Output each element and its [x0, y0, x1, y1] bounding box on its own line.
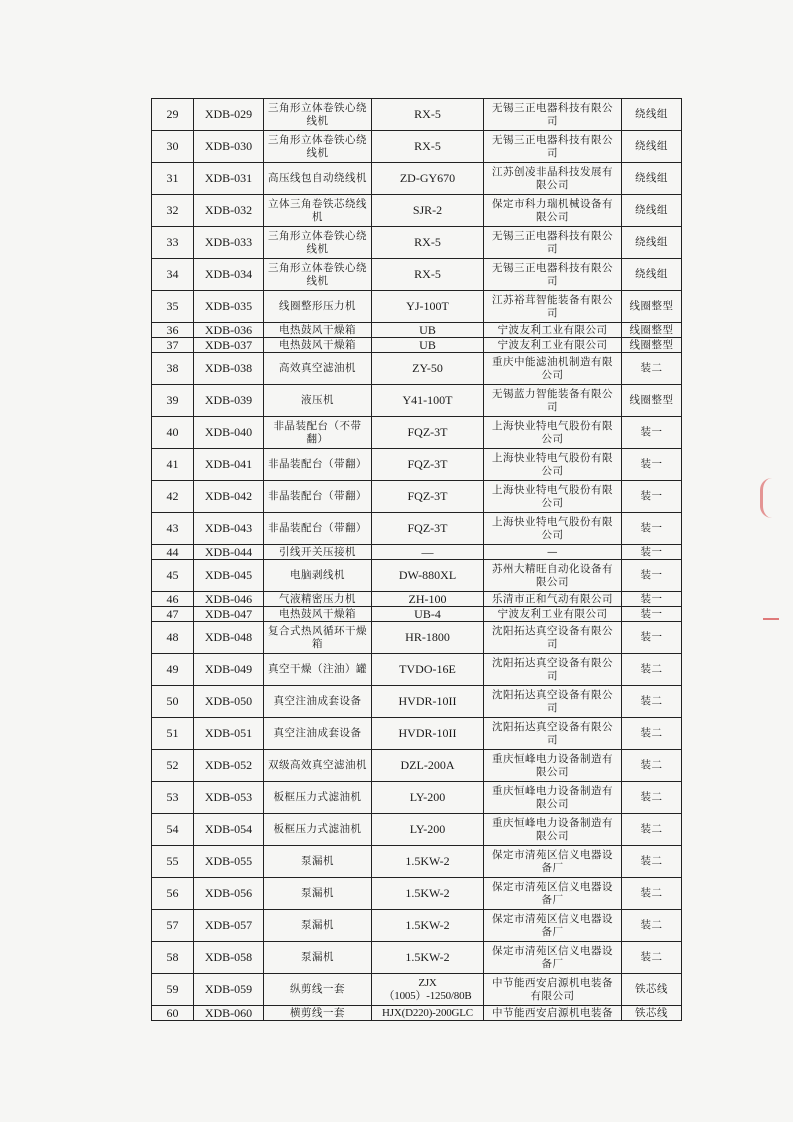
- row-number-cell: 53: [152, 782, 194, 814]
- model-cell: ZH-100: [372, 592, 484, 607]
- equipment-name-cell: 非晶装配台（带翻）: [264, 481, 372, 513]
- group-cell: 装一: [622, 481, 682, 513]
- model-cell: ZY-50: [372, 353, 484, 385]
- table-row: [152, 622, 682, 654]
- manufacturer-cell: 江苏创凌非晶科技发展有限公司: [484, 163, 622, 195]
- model-cell: YJ-100T: [372, 291, 484, 323]
- manufacturer-cell: 保定市清苑区信义电器设备厂: [484, 878, 622, 910]
- manufacturer-cell: 保定市清苑区信义电器设备厂: [484, 910, 622, 942]
- row-number-cell: 46: [152, 592, 194, 607]
- equipment-code-cell: XDB-036: [194, 323, 264, 338]
- row-number-cell: 38: [152, 353, 194, 385]
- manufacturer-cell: 上海快业特电气股份有限公司: [484, 481, 622, 513]
- equipment-name-cell: 纵剪线一套: [264, 974, 372, 1006]
- equipment-code-cell: XDB-048: [194, 622, 264, 654]
- table-row: [152, 718, 682, 750]
- equipment-code-cell: XDB-050: [194, 686, 264, 718]
- group-cell: 绕线组: [622, 259, 682, 291]
- equipment-code-cell: XDB-055: [194, 846, 264, 878]
- table-row: [152, 338, 682, 353]
- equipment-name-cell: 真空干燥（注油）罐: [264, 654, 372, 686]
- table-row: [152, 259, 682, 291]
- model-cell: UB: [372, 338, 484, 353]
- equipment-code-cell: XDB-057: [194, 910, 264, 942]
- table-row: [152, 607, 682, 622]
- table-row: [152, 1006, 682, 1021]
- table-row: [152, 131, 682, 163]
- equipment-code-cell: XDB-029: [194, 99, 264, 131]
- manufacturer-cell: 宁波友利工业有限公司: [484, 323, 622, 338]
- row-number-cell: 45: [152, 560, 194, 592]
- table-row: [152, 910, 682, 942]
- row-number-cell: 44: [152, 545, 194, 560]
- equipment-name-cell: 横剪线一套: [264, 1006, 372, 1021]
- equipment-code-cell: XDB-042: [194, 481, 264, 513]
- row-number-cell: 54: [152, 814, 194, 846]
- group-cell: 线圈整型: [622, 291, 682, 323]
- manufacturer-cell: 无锡三正电器科技有限公司: [484, 131, 622, 163]
- model-cell: UB-4: [372, 607, 484, 622]
- row-number-cell: 58: [152, 942, 194, 974]
- equipment-code-cell: XDB-059: [194, 974, 264, 1006]
- equipment-name-cell: 三角形立体卷铁心绕线机: [264, 259, 372, 291]
- equipment-name-cell: 液压机: [264, 385, 372, 417]
- table-row: [152, 227, 682, 259]
- row-number-cell: 57: [152, 910, 194, 942]
- model-cell: HVDR-10II: [372, 686, 484, 718]
- table-row: [152, 323, 682, 338]
- group-cell: 绕线组: [622, 195, 682, 227]
- group-cell: 装一: [622, 545, 682, 560]
- row-number-cell: 29: [152, 99, 194, 131]
- group-cell: 装一: [622, 417, 682, 449]
- table-row: [152, 353, 682, 385]
- group-cell: 线圈整型: [622, 385, 682, 417]
- group-cell: 装二: [622, 846, 682, 878]
- manufacturer-cell: 中节能西安启源机电装备: [484, 1006, 622, 1021]
- table-row: [152, 592, 682, 607]
- group-cell: 线圈整型: [622, 323, 682, 338]
- table-row: [152, 449, 682, 481]
- table-row: [152, 545, 682, 560]
- row-number-cell: 33: [152, 227, 194, 259]
- manufacturer-cell: 沈阳拓达真空设备有限公司: [484, 718, 622, 750]
- equipment-name-cell: 电脑剥线机: [264, 560, 372, 592]
- group-cell: 装一: [622, 560, 682, 592]
- row-number-cell: 30: [152, 131, 194, 163]
- equipment-code-cell: XDB-043: [194, 513, 264, 545]
- equipment-code-cell: XDB-045: [194, 560, 264, 592]
- manufacturer-cell: 无锡三正电器科技有限公司: [484, 227, 622, 259]
- group-cell: 装一: [622, 592, 682, 607]
- table-row: [152, 654, 682, 686]
- table-row: [152, 686, 682, 718]
- equipment-name-cell: 三角形立体卷铁心绕线机: [264, 131, 372, 163]
- row-number-cell: 41: [152, 449, 194, 481]
- manufacturer-cell: 保定市清苑区信义电器设备厂: [484, 942, 622, 974]
- equipment-name-cell: 真空注油成套设备: [264, 718, 372, 750]
- manufacturer-cell: 重庆恒峰电力设备制造有限公司: [484, 782, 622, 814]
- group-cell: 装二: [622, 878, 682, 910]
- manufacturer-cell: 江苏裕茸智能装备有限公司: [484, 291, 622, 323]
- manufacturer-cell: 无锡蓝力智能装备有限公司: [484, 385, 622, 417]
- group-cell: 绕线组: [622, 163, 682, 195]
- model-cell: HR-1800: [372, 622, 484, 654]
- model-cell: ZD-GY670: [372, 163, 484, 195]
- equipment-name-cell: 三角形立体卷铁心绕线机: [264, 99, 372, 131]
- row-number-cell: 42: [152, 481, 194, 513]
- group-cell: 装一: [622, 449, 682, 481]
- table-row: [152, 942, 682, 974]
- model-cell: UB: [372, 323, 484, 338]
- equipment-code-cell: XDB-041: [194, 449, 264, 481]
- equipment-name-cell: 引线开关压接机: [264, 545, 372, 560]
- model-cell: —: [372, 545, 484, 560]
- table-row: [152, 846, 682, 878]
- group-cell: 装二: [622, 654, 682, 686]
- equipment-code-cell: XDB-033: [194, 227, 264, 259]
- row-number-cell: 40: [152, 417, 194, 449]
- group-cell: 装一: [622, 513, 682, 545]
- table-row: [152, 385, 682, 417]
- manufacturer-cell: 沈阳拓达真空设备有限公司: [484, 654, 622, 686]
- model-cell: FQZ-3T: [372, 417, 484, 449]
- table-row: [152, 560, 682, 592]
- manufacturer-cell: 保定市清苑区信义电器设备厂: [484, 846, 622, 878]
- table-row: [152, 291, 682, 323]
- equipment-name-cell: 高效真空滤油机: [264, 353, 372, 385]
- manufacturer-cell: 沈阳拓达真空设备有限公司: [484, 686, 622, 718]
- group-cell: 装二: [622, 353, 682, 385]
- group-cell: 装一: [622, 607, 682, 622]
- row-number-cell: 60: [152, 1006, 194, 1021]
- equipment-code-cell: XDB-035: [194, 291, 264, 323]
- equipment-name-cell: 非晶装配台（带翻）: [264, 449, 372, 481]
- row-number-cell: 39: [152, 385, 194, 417]
- group-cell: 铁芯线: [622, 974, 682, 1006]
- equipment-code-cell: XDB-056: [194, 878, 264, 910]
- manufacturer-cell: 上海快业特电气股份有限公司: [484, 449, 622, 481]
- equipment-table-body: [152, 99, 682, 1021]
- manufacturer-cell: 沈阳拓达真空设备有限公司: [484, 622, 622, 654]
- group-cell: 装二: [622, 718, 682, 750]
- equipment-code-cell: XDB-037: [194, 338, 264, 353]
- row-number-cell: 34: [152, 259, 194, 291]
- equipment-code-cell: XDB-039: [194, 385, 264, 417]
- model-cell: RX-5: [372, 259, 484, 291]
- seal-line: [763, 618, 779, 620]
- manufacturer-cell: 中节能西安启源机电装备有限公司: [484, 974, 622, 1006]
- model-cell: FQZ-3T: [372, 481, 484, 513]
- model-cell: RX-5: [372, 99, 484, 131]
- table-row: [152, 481, 682, 513]
- equipment-name-cell: 非晶装配台（不带翻）: [264, 417, 372, 449]
- equipment-code-cell: XDB-054: [194, 814, 264, 846]
- manufacturer-cell: 保定市科力瑞机械设备有限公司: [484, 195, 622, 227]
- manufacturer-cell: 重庆中能滤油机制造有限公司: [484, 353, 622, 385]
- group-cell: 装二: [622, 782, 682, 814]
- table-row: [152, 417, 682, 449]
- model-cell: FQZ-3T: [372, 449, 484, 481]
- row-number-cell: 31: [152, 163, 194, 195]
- model-cell: RX-5: [372, 131, 484, 163]
- equipment-name-cell: 气液精密压力机: [264, 592, 372, 607]
- model-cell: ZJX（1005）-1250/80B: [372, 974, 484, 1006]
- row-number-cell: 56: [152, 878, 194, 910]
- model-cell: 1.5KW-2: [372, 878, 484, 910]
- equipment-code-cell: XDB-051: [194, 718, 264, 750]
- model-cell: RX-5: [372, 227, 484, 259]
- table-row: [152, 878, 682, 910]
- model-cell: HVDR-10II: [372, 718, 484, 750]
- row-number-cell: 48: [152, 622, 194, 654]
- equipment-code-cell: XDB-046: [194, 592, 264, 607]
- row-number-cell: 32: [152, 195, 194, 227]
- group-cell: 装二: [622, 910, 682, 942]
- manufacturer-cell: 苏州大精旺自动化设备有限公司: [484, 560, 622, 592]
- equipment-name-cell: 板框压力式滤油机: [264, 814, 372, 846]
- equipment-code-cell: XDB-034: [194, 259, 264, 291]
- row-number-cell: 37: [152, 338, 194, 353]
- row-number-cell: 50: [152, 686, 194, 718]
- model-cell: SJR-2: [372, 195, 484, 227]
- equipment-name-cell: 板框压力式滤油机: [264, 782, 372, 814]
- model-cell: LY-200: [372, 814, 484, 846]
- group-cell: 装二: [622, 814, 682, 846]
- row-number-cell: 51: [152, 718, 194, 750]
- equipment-code-cell: XDB-053: [194, 782, 264, 814]
- manufacturer-cell: 宁波友利工业有限公司: [484, 338, 622, 353]
- table-row: [152, 195, 682, 227]
- equipment-name-cell: 三角形立体卷铁心绕线机: [264, 227, 372, 259]
- manufacturer-cell: 上海快业特电气股份有限公司: [484, 417, 622, 449]
- row-number-cell: 55: [152, 846, 194, 878]
- group-cell: 装二: [622, 942, 682, 974]
- equipment-code-cell: XDB-038: [194, 353, 264, 385]
- group-cell: 线圈整型: [622, 338, 682, 353]
- model-cell: 1.5KW-2: [372, 942, 484, 974]
- model-cell: DW-880XL: [372, 560, 484, 592]
- model-cell: 1.5KW-2: [372, 910, 484, 942]
- table-row: [152, 814, 682, 846]
- row-number-cell: 49: [152, 654, 194, 686]
- equipment-name-cell: 电热鼓风干燥箱: [264, 323, 372, 338]
- table-row: [152, 163, 682, 195]
- group-cell: 铁芯线: [622, 1006, 682, 1021]
- equipment-code-cell: XDB-030: [194, 131, 264, 163]
- equipment-code-cell: XDB-047: [194, 607, 264, 622]
- equipment-code-cell: XDB-044: [194, 545, 264, 560]
- equipment-table: [151, 98, 682, 1021]
- equipment-name-cell: 非晶装配台（带翻）: [264, 513, 372, 545]
- equipment-code-cell: XDB-032: [194, 195, 264, 227]
- row-number-cell: 35: [152, 291, 194, 323]
- seal-fragment: [760, 478, 785, 518]
- row-number-cell: 52: [152, 750, 194, 782]
- row-number-cell: 43: [152, 513, 194, 545]
- equipment-name-cell: 泵漏机: [264, 910, 372, 942]
- model-cell: LY-200: [372, 782, 484, 814]
- group-cell: 绕线组: [622, 131, 682, 163]
- manufacturer-cell: 无锡三正电器科技有限公司: [484, 259, 622, 291]
- table-row: [152, 750, 682, 782]
- equipment-name-cell: 立体三角卷铁芯绕线机: [264, 195, 372, 227]
- equipment-name-cell: 双级高效真空滤油机: [264, 750, 372, 782]
- table-row: [152, 513, 682, 545]
- manufacturer-cell: 重庆恒峰电力设备制造有限公司: [484, 750, 622, 782]
- table-row: [152, 99, 682, 131]
- manufacturer-cell: 重庆恒峰电力设备制造有限公司: [484, 814, 622, 846]
- equipment-name-cell: 真空注油成套设备: [264, 686, 372, 718]
- equipment-name-cell: 复合式热风循环干燥箱: [264, 622, 372, 654]
- table-row: [152, 974, 682, 1006]
- group-cell: 装一: [622, 622, 682, 654]
- equipment-name-cell: 泵漏机: [264, 846, 372, 878]
- group-cell: 绕线组: [622, 227, 682, 259]
- group-cell: 装二: [622, 750, 682, 782]
- manufacturer-cell: 无锡三正电器科技有限公司: [484, 99, 622, 131]
- group-cell: 绕线组: [622, 99, 682, 131]
- manufacturer-cell: 宁波友利工业有限公司: [484, 607, 622, 622]
- model-cell: 1.5KW-2: [372, 846, 484, 878]
- manufacturer-cell: 乐清市正和气动有限公司: [484, 592, 622, 607]
- equipment-name-cell: 泵漏机: [264, 878, 372, 910]
- equipment-code-cell: XDB-049: [194, 654, 264, 686]
- manufacturer-cell: —: [484, 545, 622, 560]
- row-number-cell: 59: [152, 974, 194, 1006]
- model-cell: Y41-100T: [372, 385, 484, 417]
- equipment-code-cell: XDB-060: [194, 1006, 264, 1021]
- equipment-name-cell: 线圈整形压力机: [264, 291, 372, 323]
- row-number-cell: 36: [152, 323, 194, 338]
- equipment-code-cell: XDB-031: [194, 163, 264, 195]
- equipment-name-cell: 电热鼓风干燥箱: [264, 607, 372, 622]
- equipment-code-cell: XDB-058: [194, 942, 264, 974]
- table-row: [152, 782, 682, 814]
- model-cell: HJX(D220)-200GLC: [372, 1006, 484, 1021]
- model-cell: DZL-200A: [372, 750, 484, 782]
- equipment-name-cell: 高压线包自动绕线机: [264, 163, 372, 195]
- manufacturer-cell: 上海快业特电气股份有限公司: [484, 513, 622, 545]
- equipment-code-cell: XDB-052: [194, 750, 264, 782]
- model-cell: FQZ-3T: [372, 513, 484, 545]
- equipment-name-cell: 泵漏机: [264, 942, 372, 974]
- equipment-code-cell: XDB-040: [194, 417, 264, 449]
- group-cell: 装二: [622, 686, 682, 718]
- model-cell: TVDO-16E: [372, 654, 484, 686]
- row-number-cell: 47: [152, 607, 194, 622]
- equipment-name-cell: 电热鼓风干燥箱: [264, 338, 372, 353]
